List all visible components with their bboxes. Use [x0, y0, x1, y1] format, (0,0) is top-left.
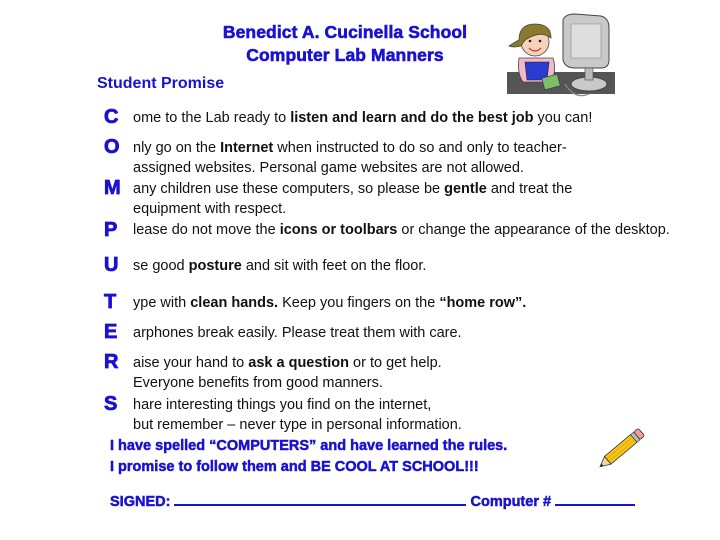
rule-p — [100, 219, 680, 255]
promise-line-2: I promise to follow them and BE COOL AT SCHOOL!!! — [110, 459, 479, 475]
acrostic-letter: P — [104, 219, 118, 241]
computer-number-field[interactable] — [555, 492, 635, 506]
rule-u — [100, 254, 680, 276]
signature-field[interactable] — [174, 492, 466, 506]
rule-text: any children use these computers, so please be gentle and treat the equipment with respect. — [133, 181, 573, 217]
promise-line-1: I have spelled “COMPUTERS” and have learned the rules. — [110, 438, 508, 454]
page-title: Computer Lab Manners — [246, 45, 444, 65]
acrostic-letter: S — [104, 393, 118, 415]
rule-c — [100, 106, 680, 128]
pencil-icon — [590, 425, 650, 475]
rule-t — [100, 291, 680, 313]
signature-line — [110, 492, 635, 510]
rule-e — [100, 321, 680, 343]
rule-text: hare interesting things you find on the internet, but remember – never type in personal information. — [133, 397, 462, 433]
acrostic-letter: E — [104, 321, 118, 343]
rule-text: se good posture and sit with feet on the floor. — [133, 258, 427, 274]
rule-text: ype with clean hands. Keep you fingers on the “home row”. — [133, 295, 527, 311]
rule-m — [100, 177, 680, 217]
school-title: Benedict A. Cucinella School — [222, 22, 468, 42]
acrostic-letter: C — [104, 106, 119, 128]
acrostic-letter: M — [104, 177, 121, 199]
rule-r — [100, 351, 680, 391]
girl-at-computer-clipart-icon — [505, 10, 617, 102]
computer-number-label: Computer # — [470, 494, 552, 510]
rule-o — [100, 136, 680, 176]
rule-text: arphones break easily. Please treat them with care. — [133, 325, 462, 341]
acrostic-letter: R — [104, 351, 119, 373]
signed-label: SIGNED: — [110, 494, 171, 510]
acrostic-letter: O — [104, 136, 120, 158]
rule-text: lease do not move the icons or toolbars or change the appearance of the desktop. — [133, 222, 670, 238]
rule-text: aise your hand to ask a question or to get help. Everyone benefits from good manners. — [133, 355, 442, 391]
acrostic-letter: T — [104, 291, 117, 313]
rule-text: ome to the Lab ready to listen and learn and do the best job you can! — [133, 110, 593, 126]
subtitle: Student Promise — [97, 75, 225, 92]
rule-text: nly go on the Internet when instructed to do so and only to teacher-assigned websites. Personal game websites are not allowed. — [133, 140, 567, 176]
acrostic-letter: U — [104, 254, 119, 276]
